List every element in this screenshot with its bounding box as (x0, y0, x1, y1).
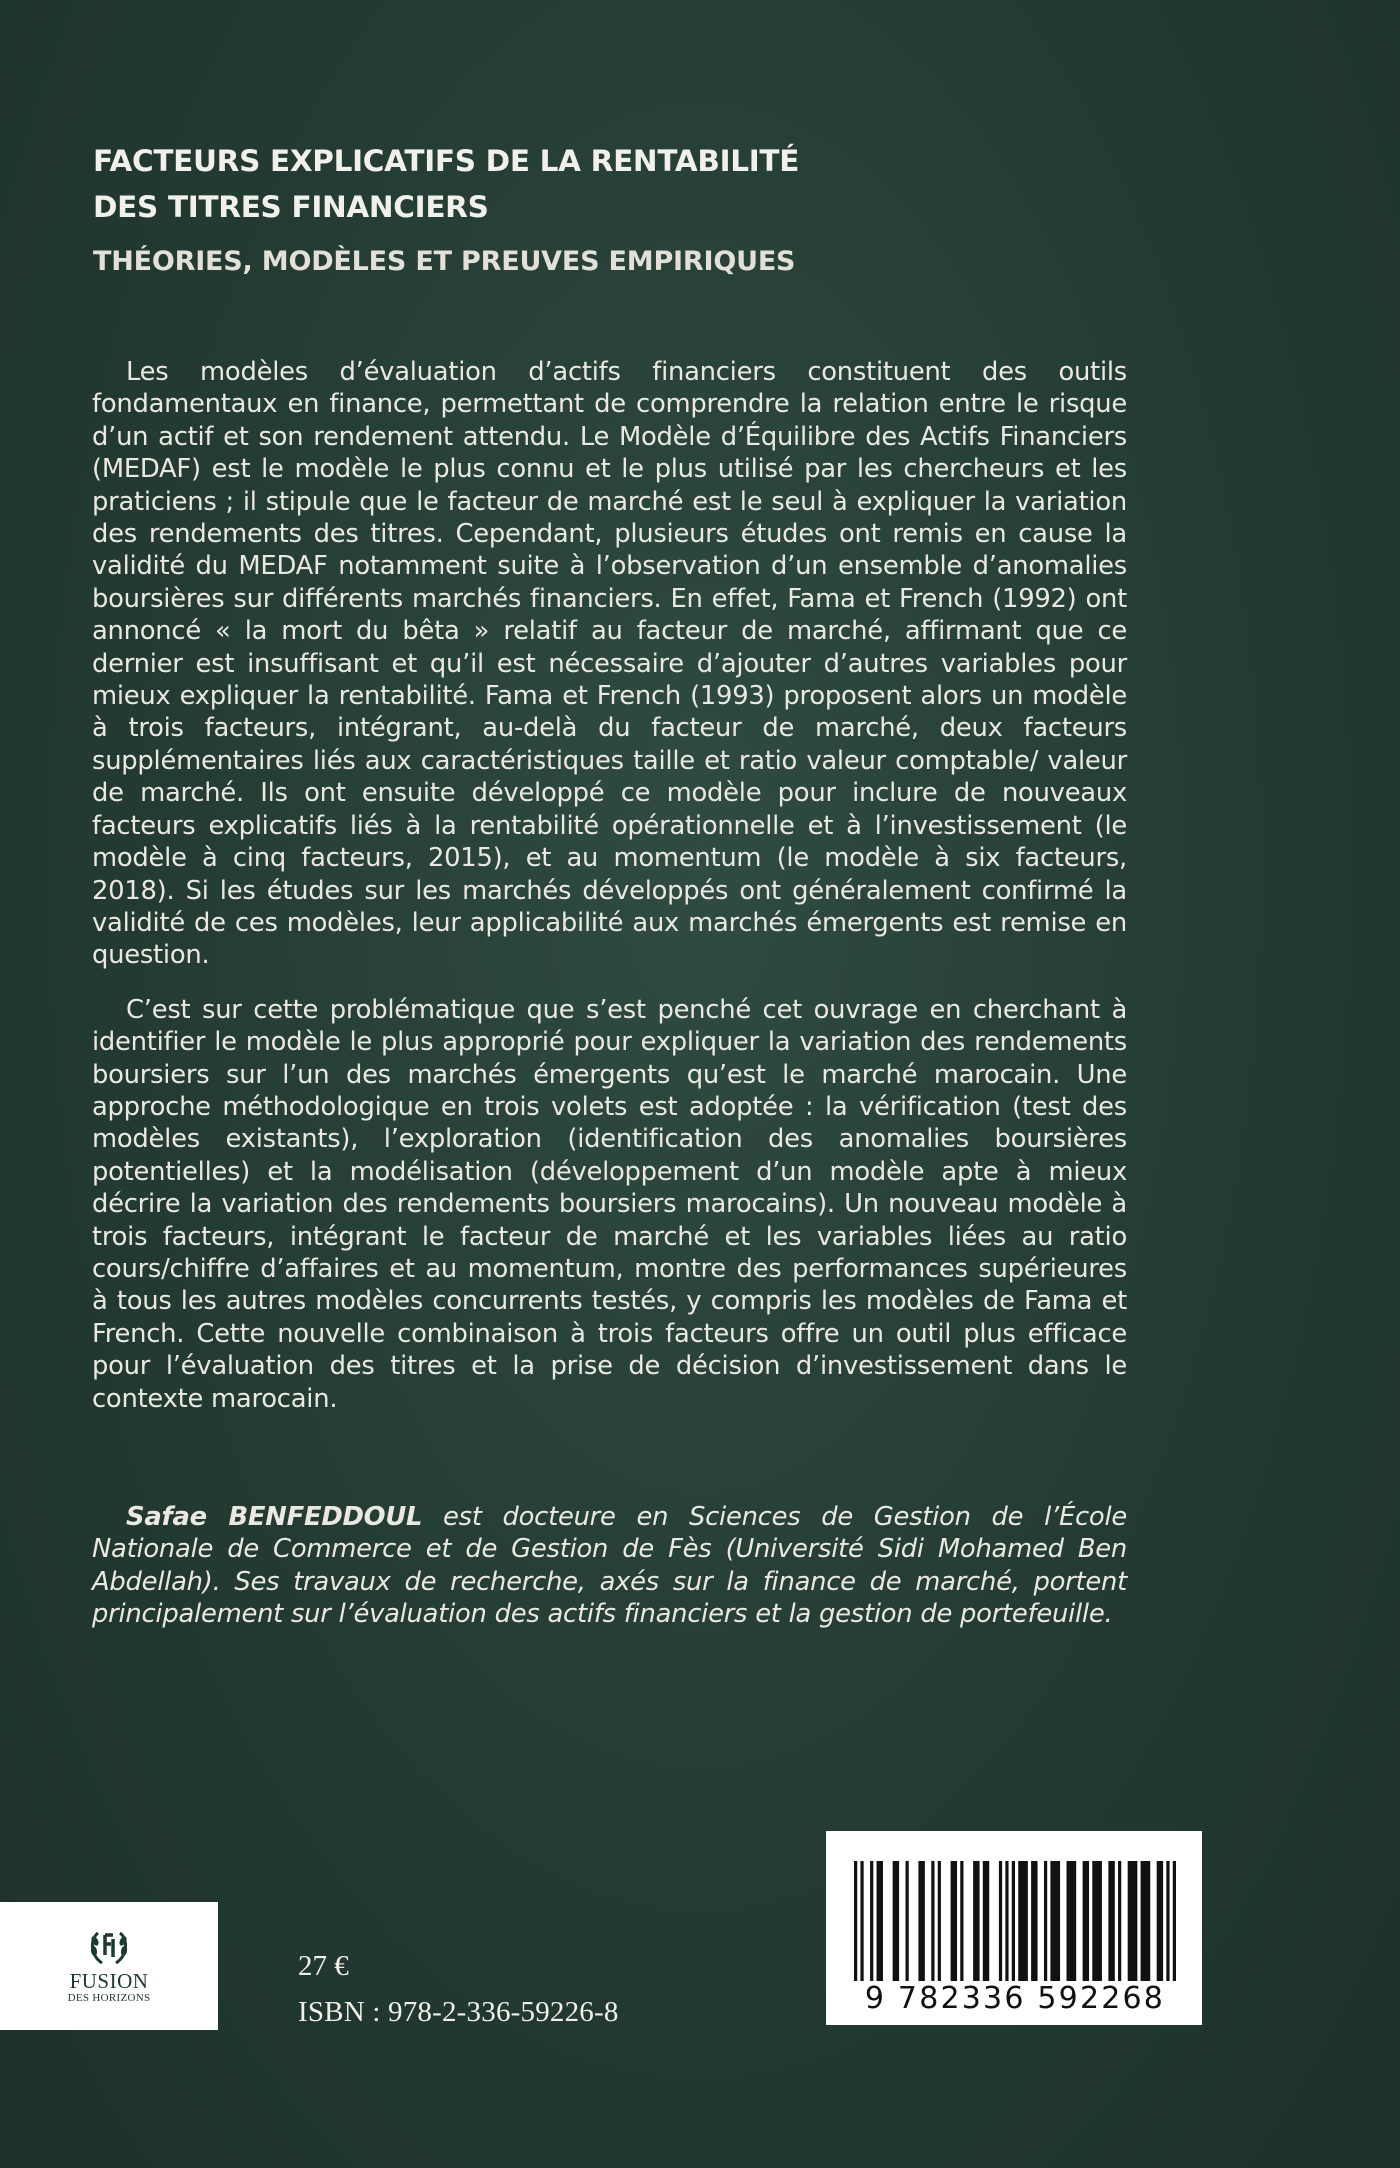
price: 27 € (298, 1950, 349, 1982)
barcode-bar (1012, 1861, 1015, 1981)
title-block (93, 138, 1193, 284)
barcode-bar (960, 1861, 963, 1981)
barcode-bar (1173, 1861, 1176, 1981)
barcode-bar (1118, 1861, 1121, 1981)
barcode-bar (893, 1861, 899, 1981)
book-title-line-2: DES TITRES FINANCIERS (93, 190, 489, 224)
barcode-bar (999, 1861, 1002, 1981)
barcode-bar (1166, 1861, 1169, 1981)
barcode-bar (938, 1861, 941, 1981)
barcode-bar (1083, 1861, 1089, 1981)
barcode-bar (1092, 1861, 1102, 1981)
author-bio-text: est docteure en Sciences de Gestion de l’École Nationale de Commerce et de Gestion de Fès (Université Sidi Mohamed Ben Abdellah). Ses travaux de recherche, axés sur la finance de marché, portent principalement sur l’évaluation des actifs financiers et la gestion de portefeuille. (92, 1502, 1127, 1630)
barcode-digits: 9 782336 592268 (864, 1981, 1166, 2016)
barcode-bar (1128, 1861, 1138, 1981)
barcode-bar (860, 1861, 863, 1981)
barcode-bar (1157, 1861, 1163, 1981)
barcode-bar (877, 1861, 883, 1981)
barcode-bar (906, 1861, 909, 1981)
barcode-bars (854, 1861, 1176, 1981)
barcode-bar (1044, 1861, 1047, 1981)
logo-subname: DES HORIZONS (67, 1992, 151, 2004)
back-cover-summary (92, 356, 1127, 1415)
author-name: Safae BENFEDDOUL (126, 1502, 423, 1532)
book-title (93, 138, 1193, 230)
barcode-bar (870, 1861, 873, 1981)
barcode-bar (1050, 1861, 1060, 1981)
barcode-bar (951, 1861, 957, 1981)
summary-paragraph-1: Les modèles d’évaluation d’actifs financiers constituent des outils fondamentaux en finance, permettant de comprendre la relation entre le risque d’un actif et son rendement attendu. Le Modèle d’Équilibre des Actifs Financiers (MEDAF) est le modèle le plus connu et le plus utilisé par les chercheurs et les praticiens ; il stipule que le facteur de marché est le seul à expliquer la variation des rendements des titres. Cependant, plusieurs études ont remis en cause la validité du MEDAF notamment suite à l’observation d’un ensemble d’anomalies boursières sur différents marchés financiers. En effet, Fama et French (1992) ont annoncé « la mort du bêta » relatif au facteur de marché, affirmant que ce dernier est insuffisant et qu’il est nécessaire d’ajouter d’autres variables pour mieux expliquer la rentabilité. Fama et French (1993) proposent alors un modèle à trois facteurs, intégrant, au-delà du facteur de marché, deux facteurs supplémentaires liés aux caractéristiques taille et ratio valeur comptable/ valeur de marché. Ils ont ensuite développé ce modèle pour inclure de nouveaux facteurs explicatifs liés à la rentabilité opérationnelle et à l’investissement (le modèle à cinq facteurs, 2015), et au momentum (le modèle à six facteurs, 2018). Si les études sur les marchés développés ont généralement confirmé la validité de ces modèles, leur applicabilité aux marchés émergents est remise en question. (92, 357, 1127, 971)
barcode-bar (1005, 1861, 1008, 1981)
summary-paragraph-2: C’est sur cette problématique que s’est penché cet ouvrage en cherchant à identifier le modèle le plus approprié pour expliquer la variation des rendements boursiers sur l’un des marchés émergents qu’est le marché marocain. Une approche méthodologique en trois volets est adoptée : la vérification (test des modèles existants), l’exploration (identification des anomalies boursières potentielles) et la modélisation (développement d’un modèle apte à mieux décrire la variation des rendements boursiers marocains). Un nouveau modèle à trois facteurs, intégrant le facteur de marché et les variables liées au ratio cours/chiffre d’affaires et au momentum, montre des performances supérieures à tous les autres modèles concurrents testés, y compris les modèles de Fama et French. Cette nouvelle combinaison à trois facteurs offre un outil plus efficace pour l’évaluation des titres et la prise de décision d’investissement dans le contexte marocain. (92, 994, 1127, 1414)
book-title-line-1: FACTEURS EXPLICATIFS DE LA RENTABILITÉ (93, 144, 800, 178)
barcode-bar (1031, 1861, 1037, 1981)
logo-name: FUSION (69, 1969, 149, 1993)
laurel-emblem-icon (86, 1927, 132, 1969)
barcode-bar (1141, 1861, 1151, 1981)
barcode-bar (1108, 1861, 1114, 1981)
publisher-logo (0, 1902, 218, 2030)
barcode-bar (983, 1861, 989, 1981)
barcode-bar (918, 1861, 924, 1981)
barcode-bar (1018, 1861, 1028, 1981)
barcode (826, 1831, 1202, 2025)
barcode-bar (1067, 1861, 1077, 1981)
barcode-bar (973, 1861, 979, 1981)
book-subtitle: THÉORIES, MODÈLES ET PREUVES EMPIRIQUES (93, 246, 796, 277)
barcode-bar (931, 1861, 934, 1981)
barcode-bar (854, 1861, 857, 1981)
author-bio (92, 1501, 1127, 1631)
isbn: ISBN : 978-2-336-59226-8 (298, 1996, 619, 2028)
